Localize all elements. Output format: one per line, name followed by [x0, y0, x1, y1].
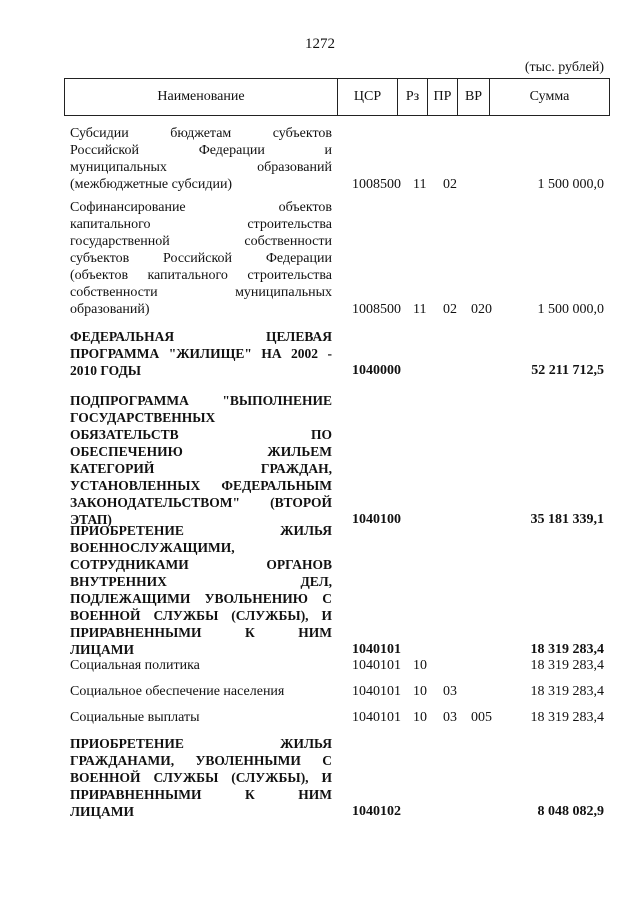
row-csr: 1040000: [352, 363, 401, 378]
row-name-line: (межбюджетные субсидии): [70, 177, 233, 192]
row-name: [70, 709, 332, 726]
row-name-line: Социальное обеспечение населения: [70, 684, 285, 699]
row-name-line: ВНУТРЕННИХ ДЕЛ,: [70, 574, 332, 589]
row-sum: 35 181 339,1: [530, 512, 604, 527]
row-name-line: образований): [70, 302, 150, 317]
row-name-line: Субсидии бюджетам субъектов: [70, 126, 332, 141]
row-name: [70, 657, 332, 674]
row-name-line: ЛИЦАМИ: [70, 804, 135, 819]
row-csr: 1040101: [352, 710, 401, 725]
row-name-line: собственности муниципальных: [70, 285, 332, 300]
row-rz: 11: [413, 302, 427, 317]
row-csr: 1040100: [352, 512, 401, 527]
row-name-line: Социальная политика: [70, 658, 200, 673]
row-name: [70, 735, 332, 820]
row-name-line: ОБЯЗАТЕЛЬСТВ ПО: [70, 427, 332, 442]
row-name-line: ПОДЛЕЖАЩИМИ УВОЛЬНЕНИЮ С: [70, 591, 332, 606]
row-name-line: УСТАНОВЛЕННЫХ ФЕДЕРАЛЬНЫМ: [70, 478, 332, 493]
row-sum: 8 048 082,9: [537, 804, 604, 819]
row-name-line: ПРИРАВНЕННЫМИ К НИМ: [70, 625, 332, 640]
row-name-line: Социальные выплаты: [70, 710, 200, 725]
row-name-line: государственной собственности: [70, 234, 332, 249]
row-rz: 11: [413, 177, 427, 192]
row-name-line: ГОСУДАРСТВЕННЫХ: [70, 410, 216, 425]
header-pr: ПР: [427, 79, 457, 115]
row-name-line: ВОЕННОСЛУЖАЩИМИ,: [70, 540, 235, 555]
row-name-line: ПРОГРАММА "ЖИЛИЩЕ" НА 2002 -: [70, 346, 332, 361]
row-sum: 18 319 283,4: [530, 642, 604, 657]
row-sum: 18 319 283,4: [530, 710, 604, 725]
row-csr: 1008500: [352, 177, 401, 192]
row-name-line: ГРАЖДАНАМИ, УВОЛЕННЫМИ С: [70, 753, 332, 768]
row-name-line: ПРИОБРЕТЕНИЕ ЖИЛЬЯ: [70, 736, 332, 751]
row-name-line: СОТРУДНИКАМИ ОРГАНОВ: [70, 557, 332, 572]
row-name-line: ОБЕСПЕЧЕНИЮ ЖИЛЬЕМ: [70, 444, 332, 459]
row-name: [70, 522, 332, 658]
row-name-line: капитального строительства: [70, 217, 332, 232]
row-name-line: ЛИЦАМИ: [70, 642, 135, 657]
row-pr: 03: [443, 684, 457, 699]
row-name-line: КАТЕГОРИЙ ГРАЖДАН,: [70, 461, 332, 476]
row-name: [70, 199, 332, 318]
row-vr: 020: [471, 302, 492, 317]
row-name-line: ВОЕННОЙ СЛУЖБЫ (СЛУЖБЫ), И: [70, 770, 332, 785]
row-csr: 1040101: [352, 642, 401, 657]
row-name-line: Российской Федерации и: [70, 143, 332, 158]
table-header: [64, 78, 610, 116]
row-csr: 1008500: [352, 302, 401, 317]
row-name-line: субъектов Российской Федерации: [70, 251, 332, 266]
row-name-line: ФЕДЕРАЛЬНАЯ ЦЕЛЕВАЯ: [70, 329, 332, 344]
row-pr: 02: [443, 302, 457, 317]
row-rz: 10: [413, 658, 427, 673]
row-sum: 1 500 000,0: [537, 177, 604, 192]
row-csr: 1040101: [352, 684, 401, 699]
row-name-line: ПОДПРОГРАММА "ВЫПОЛНЕНИЕ: [70, 393, 332, 408]
row-rz: 10: [413, 684, 427, 699]
row-name-line: ВОЕННОЙ СЛУЖБЫ (СЛУЖБЫ), И: [70, 608, 332, 623]
header-csr: ЦСР: [337, 79, 397, 115]
units-label: (тыс. рублей): [524, 60, 604, 75]
row-sum: 18 319 283,4: [530, 684, 604, 699]
header-rz: Рз: [397, 79, 427, 115]
row-name-line: 2010 ГОДЫ: [70, 363, 142, 378]
row-name: [70, 392, 332, 528]
header-sum: Сумма: [489, 79, 609, 115]
row-name-line: ЗАКОНОДАТЕЛЬСТВОМ" (ВТОРОЙ: [70, 495, 332, 510]
row-vr: 005: [471, 710, 492, 725]
row-sum: 1 500 000,0: [537, 302, 604, 317]
row-pr: 02: [443, 177, 457, 192]
row-pr: 03: [443, 710, 457, 725]
row-csr: 1040102: [352, 804, 401, 819]
row-name-line: ПРИОБРЕТЕНИЕ ЖИЛЬЯ: [70, 523, 332, 538]
row-name-line: муниципальных образований: [70, 160, 332, 175]
header-name: Наименование: [157, 89, 245, 104]
row-name: [70, 328, 332, 379]
header-vr: ВР: [457, 79, 489, 115]
row-csr: 1040101: [352, 658, 401, 673]
row-name-line: ПРИРАВНЕННЫМИ К НИМ: [70, 787, 332, 802]
row-name-line: ЭТАП): [70, 512, 112, 527]
page-number: 1272: [305, 36, 335, 52]
row-name: [70, 125, 332, 193]
row-sum: 52 211 712,5: [531, 363, 604, 378]
row-name-line: Софинансирование объектов: [70, 200, 332, 215]
row-rz: 10: [413, 710, 427, 725]
row-name: [70, 683, 332, 700]
row-sum: 18 319 283,4: [530, 658, 604, 673]
row-name-line: (объектов капитального строительства: [70, 268, 332, 283]
